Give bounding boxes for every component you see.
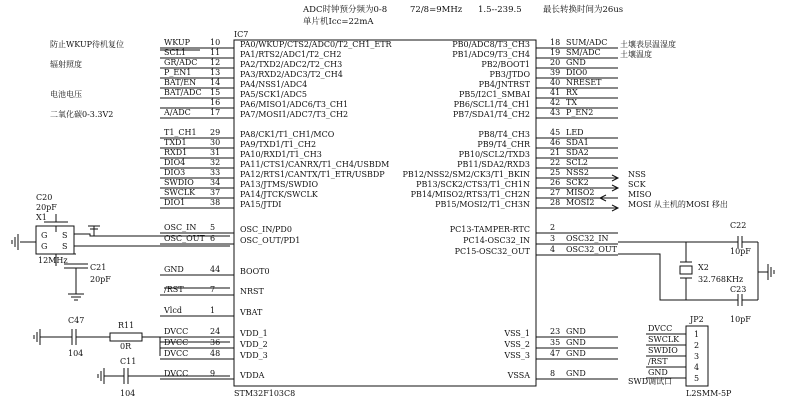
chip-pin-right	[435, 198, 728, 209]
net-label: GND	[164, 265, 184, 274]
net-label: RX	[566, 88, 578, 97]
jp2-label: SWD调试口	[628, 377, 673, 386]
net-label: BAT/ADC	[164, 88, 202, 97]
pin-function: VDD_1	[240, 329, 268, 338]
chip-pin-left	[50, 38, 393, 49]
x1-freq: 12MHz	[38, 256, 68, 265]
jp2-pin-number: 5	[694, 374, 700, 383]
signal-note: 土壤温度	[620, 50, 652, 59]
chip-pin-right	[478, 128, 618, 139]
jp2-net-label: SWCLK	[648, 335, 680, 344]
jp2-net-label: DVCC	[648, 324, 673, 333]
net-label: MISO2	[566, 188, 595, 197]
chip-pin-left	[160, 158, 389, 169]
net-label: LED	[566, 128, 584, 137]
chip-pin-left	[160, 265, 270, 276]
signal-note: MOSI 从主机的MOSI 移出	[628, 200, 728, 209]
chip-pin-right	[507, 369, 618, 380]
net-label: SWDIO	[164, 178, 194, 187]
x1-ref: X1	[36, 213, 47, 222]
net-label: GND	[566, 58, 586, 67]
pin-number: 20	[550, 58, 561, 67]
pin-number: 9	[210, 369, 216, 378]
signal-note: 辐射照度	[50, 60, 82, 69]
pin-number: 13	[210, 68, 221, 77]
net-label: DIO0	[566, 68, 588, 77]
jp2-net-label: /RST	[648, 357, 668, 366]
pin-number: 31	[210, 148, 221, 157]
pin-function: PB3/JTDO	[489, 70, 530, 79]
pin-number: 3	[550, 234, 556, 243]
pin-function: PA13/JTMS/SWDIO	[240, 180, 319, 189]
chip-pin-left	[160, 369, 265, 380]
net-label: DVCC	[164, 369, 189, 378]
chip-pin-left	[160, 198, 281, 209]
chip-part: STM32F103C8	[234, 389, 296, 398]
jp2-pins	[646, 324, 699, 383]
pin-function: VDD_2	[240, 340, 268, 349]
jp2-net-label: SWDIO	[648, 346, 678, 355]
c20-ref: C20	[36, 193, 53, 202]
pin-number: 17	[210, 108, 221, 117]
pin-function: PB12/NSS2/SM2/CK3/T1_BKIN	[402, 170, 530, 179]
chip-ref: IC7	[234, 30, 249, 39]
pin-number: 29	[210, 128, 221, 137]
pin-function: PB6/SCL1/T4_CH1	[453, 100, 530, 109]
net-label: SM/ADC	[566, 48, 601, 57]
net-label: SCK2	[566, 178, 589, 187]
pin-function: PB0/ADC8/T3_CH3	[452, 40, 530, 49]
jp2-part: L2SMM-5P	[686, 389, 732, 398]
c47-ref: C47	[68, 316, 85, 325]
net-label: DIO1	[164, 198, 186, 207]
signal-note: SCK	[628, 180, 646, 189]
signal-note: 防止WKUP待机复位	[50, 40, 125, 49]
pin-function: OSC_IN/PD0	[240, 225, 292, 234]
pin-function: PB11/SDA2/RXD3	[457, 160, 530, 169]
net-label: GND	[566, 327, 586, 336]
pin-function: PA6/MISO1/ADC6/T3_CH1	[240, 100, 349, 109]
chip-pin-left	[160, 223, 292, 234]
pin-number: 36	[210, 338, 221, 347]
net-label: SDA1	[566, 138, 589, 147]
pin-function: PA14/JTCK/SWCLK	[240, 190, 318, 199]
pin-function: PB7/SDA1/T4_CH2	[452, 110, 530, 119]
net-label: WKUP	[164, 38, 191, 47]
pin-function: PA8/CK1/T1_CH1/MCO	[240, 130, 335, 139]
pin-function: PA2/TXD2/ADC2/T2_CH3	[240, 60, 343, 69]
net-label: DIO4	[164, 158, 186, 167]
pin-number: 35	[550, 338, 561, 347]
net-label: SUM/ADC	[566, 38, 608, 47]
pin-number: 23	[550, 327, 561, 336]
x1-pin-g2: G	[41, 242, 48, 251]
pin-number: 21	[550, 148, 561, 157]
pin-number: 26	[550, 178, 561, 187]
header-icc: 单片机Icc=22mA	[303, 17, 374, 27]
net-label: SDA2	[566, 148, 589, 157]
net-label: DVCC	[164, 327, 189, 336]
net-label: P_EN1	[164, 68, 192, 77]
pin-function: PB2/BOOT1	[481, 60, 530, 69]
net-label: GND	[566, 338, 586, 347]
net-label: Vlcd	[164, 306, 182, 315]
net-label: OSC32_IN	[566, 234, 609, 243]
pin-function: PA12/RTS1/CANTX/T1_ETR/USBDP	[240, 170, 385, 179]
pin-number: 45	[550, 128, 561, 137]
pin-function: VDD_3	[240, 351, 268, 360]
crystal-x1-section	[12, 193, 230, 300]
net-label: NRESET	[566, 78, 602, 87]
pin-function: PB8/T4_CH3	[478, 130, 530, 139]
pin-function: VSS_3	[504, 351, 530, 360]
chip-pin-left	[50, 88, 307, 99]
r11-body	[110, 333, 142, 341]
c23-value: 10pF	[730, 315, 751, 324]
chip-pin-right	[463, 234, 618, 245]
pin-number: 46	[550, 138, 561, 147]
pin-function: PA7/MOSI1/ADC7/T3_CH2	[240, 110, 349, 119]
signal-note: 二氧化碳0-3.3V2	[50, 110, 114, 119]
pin-number: 8	[550, 369, 556, 378]
pin-number: 44	[210, 265, 221, 274]
x1-pin-s2: S	[62, 242, 68, 251]
pin-function: NRST	[240, 287, 264, 296]
c21-value: 20pF	[90, 275, 111, 284]
net-label: SWCLK	[164, 188, 196, 197]
chip-pin-right	[479, 78, 618, 89]
pin-number: 30	[210, 138, 221, 147]
pin-number: 33	[210, 168, 221, 177]
chip-right-pins	[402, 38, 727, 380]
net-label: GND	[566, 369, 586, 378]
pin-function: PC13-TAMPER-RTC	[449, 225, 530, 234]
pin-function: PA1/RTS2/ADC1/T2_CH2	[240, 50, 342, 59]
pin-number: 7	[210, 285, 216, 294]
chip-pin-right	[503, 327, 618, 338]
signal-note: MISO	[628, 190, 652, 199]
net-label: OSC32_OUT	[566, 245, 617, 254]
pin-number: 25	[550, 168, 561, 177]
signal-note: 土壤表层温湿度	[620, 40, 676, 49]
header-sample-range: 1.5--239.5	[478, 5, 522, 15]
c22-value: 10pF	[730, 247, 751, 256]
pin-number: 34	[210, 178, 221, 187]
c20-value: 20pF	[36, 203, 57, 212]
x1-pin-s: S	[62, 231, 68, 240]
pin-number: 41	[550, 88, 561, 97]
chip-pin-left	[50, 58, 342, 69]
net-label: TX	[566, 98, 578, 107]
pin-number: 48	[210, 349, 221, 358]
swd-header-jp2	[628, 315, 732, 398]
r11-value: 0R	[120, 342, 132, 351]
pin-number: 5	[210, 223, 216, 232]
net-label: DVCC	[164, 338, 189, 347]
pin-number: 40	[550, 78, 561, 87]
pin-number: 12	[210, 58, 221, 67]
net-label: DIO3	[164, 168, 186, 177]
pin-number: 38	[210, 198, 221, 207]
chip-pin-left	[50, 108, 348, 119]
signal-note: 电池电压	[50, 90, 82, 99]
chip-pin-right	[503, 349, 618, 360]
net-label: BAT/EN	[164, 78, 197, 87]
jp2-pin-number: 3	[694, 352, 700, 361]
net-label: SCL2	[566, 158, 589, 167]
chip-pin-left	[160, 349, 268, 360]
net-label: A/ADC	[164, 108, 191, 117]
pin-number: 16	[210, 98, 221, 107]
chip-pin-right	[453, 108, 618, 119]
pin-function: VBAT	[240, 308, 263, 317]
pin-number: 19	[550, 48, 561, 57]
pin-function: PC14-OSC32_IN	[463, 236, 530, 245]
c11-ref: C11	[120, 357, 137, 366]
pin-number: 10	[210, 38, 221, 47]
jp2-pin-number: 1	[694, 330, 700, 339]
c22-ref: C22	[730, 221, 747, 230]
pin-function: PA11/CTS1/CANRX/T1_CH4/USBDM	[240, 160, 390, 169]
net-label: /RST	[164, 285, 184, 294]
pin-function: PB1/ADC9/T3_CH4	[452, 50, 530, 59]
net-label: OSC_OUT	[164, 234, 205, 243]
pin-number: 18	[550, 38, 561, 47]
chip-pin-left	[160, 306, 263, 317]
pin-function: PB14/MISO2/RTS3/T1_CH2N	[410, 190, 530, 199]
net-label: OSC_IN	[164, 223, 197, 232]
chip-pin-right	[452, 38, 676, 49]
osc-in-wire	[74, 234, 230, 236]
crystal-x2-section	[618, 221, 774, 324]
chip-pin-right	[416, 178, 646, 189]
pin-number: 2	[550, 223, 556, 232]
r11-ref: R11	[118, 321, 135, 330]
pin-number: 14	[210, 78, 221, 87]
crystal-x2-body	[680, 266, 692, 274]
pin-number: 22	[550, 158, 561, 167]
net-label: MOSI2	[566, 198, 595, 207]
chip-pin-right	[477, 138, 618, 149]
pin-number: 27	[550, 188, 561, 197]
pin-number: 39	[550, 68, 561, 77]
pin-number: 47	[550, 349, 561, 358]
pin-function: PA9/TXD1/T1_CH2	[240, 140, 317, 149]
chip-pin-right	[459, 148, 618, 159]
spi-arrows	[600, 175, 618, 211]
c47-value: 104	[68, 349, 84, 358]
pin-function: PB15/MOSI2/T1_CH3N	[435, 200, 530, 209]
jp2-net-label: GND	[648, 368, 668, 377]
pin-function: VSSA	[507, 371, 530, 380]
net-label: NSS2	[566, 168, 589, 177]
pin-function: PB10/SCL2/TXD3	[458, 150, 530, 159]
pin-number: 42	[550, 98, 561, 107]
chip-pin-right	[503, 338, 618, 349]
pin-number: 37	[210, 188, 221, 197]
c21-ref: C21	[90, 263, 107, 272]
x2-ref: X2	[698, 263, 709, 272]
chip-pin-left	[160, 338, 268, 349]
jp2-ref: JP2	[690, 315, 704, 324]
header-adc-clock: 72/8=9MHz	[410, 5, 463, 15]
pin-function: PC15-OSC32_OUT	[454, 247, 530, 256]
chip-pin-left	[160, 285, 265, 296]
chip-pin-right	[457, 158, 618, 169]
signal-note: NSS	[628, 170, 646, 179]
pin-number: 32	[210, 158, 221, 167]
pin-function: PA4/NSS1/ADC4	[240, 80, 308, 89]
net-label: SCL1	[164, 48, 187, 57]
pin-number: 24	[210, 327, 221, 336]
pin-function: PA10/RXD1/T1_CH3	[240, 150, 322, 159]
pin-function: VSS_2	[504, 340, 530, 349]
c23-ref: C23	[730, 285, 747, 294]
net-label: GND	[566, 349, 586, 358]
pin-function: VSS_1	[504, 329, 530, 338]
pin-number: 4	[550, 245, 556, 254]
x2-freq: 32.768KHz	[698, 275, 744, 284]
header-conversion-time: 最长转换时间为26us	[543, 5, 624, 15]
pin-function: VDDA	[240, 371, 265, 380]
pin-number: 1	[210, 306, 216, 315]
net-label: RXD1	[164, 148, 188, 157]
net-label: P_EN2	[566, 108, 594, 117]
jp2-pin-number: 2	[694, 341, 700, 350]
chip-pin-right	[450, 223, 618, 234]
chip-pin-left	[160, 327, 268, 338]
net-label: TXD1	[164, 138, 187, 147]
pin-number: 28	[550, 198, 561, 207]
power-decoupling-section	[34, 288, 230, 398]
x1-pin-g: G	[41, 231, 48, 240]
pin-number: 43	[550, 108, 561, 117]
pin-function: BOOT0	[240, 267, 270, 276]
pin-number: 6	[210, 234, 216, 243]
header-adc-prescaler: ADC时钟预分频为0-8	[303, 5, 388, 15]
pin-function: PA15/JTDI	[240, 200, 282, 209]
net-label: DVCC	[164, 349, 189, 358]
c11-value: 104	[120, 389, 136, 398]
pin-number: 11	[210, 48, 221, 57]
pin-function: PB9/T4_CHR	[477, 140, 530, 149]
chip-left-pins	[50, 38, 393, 380]
pin-function: PB5/I2C1_SMBAI	[459, 90, 530, 99]
pin-function: PA0/WKUP/CTS2/ADC0/T2_CH1_ETR	[240, 40, 392, 49]
pin-function: PA3/RXD2/ADC3/T2_CH4	[240, 70, 343, 79]
pin-function: PA5/SCK1/ADC5	[240, 90, 307, 99]
pin-number: 15	[210, 88, 221, 97]
pin-function: PB13/SCK2/CTS3/T1_CH1N	[416, 180, 530, 189]
net-label: T1_CH1	[164, 128, 197, 137]
chip-pin-right	[402, 168, 645, 179]
jp2-pin-number: 4	[694, 363, 700, 372]
chip-pin-right	[459, 88, 618, 99]
pin-function: OSC_OUT/PD1	[240, 236, 301, 245]
net-label: GR/ADC	[164, 58, 198, 67]
pin-function: PB4/JNTRST	[478, 80, 530, 89]
